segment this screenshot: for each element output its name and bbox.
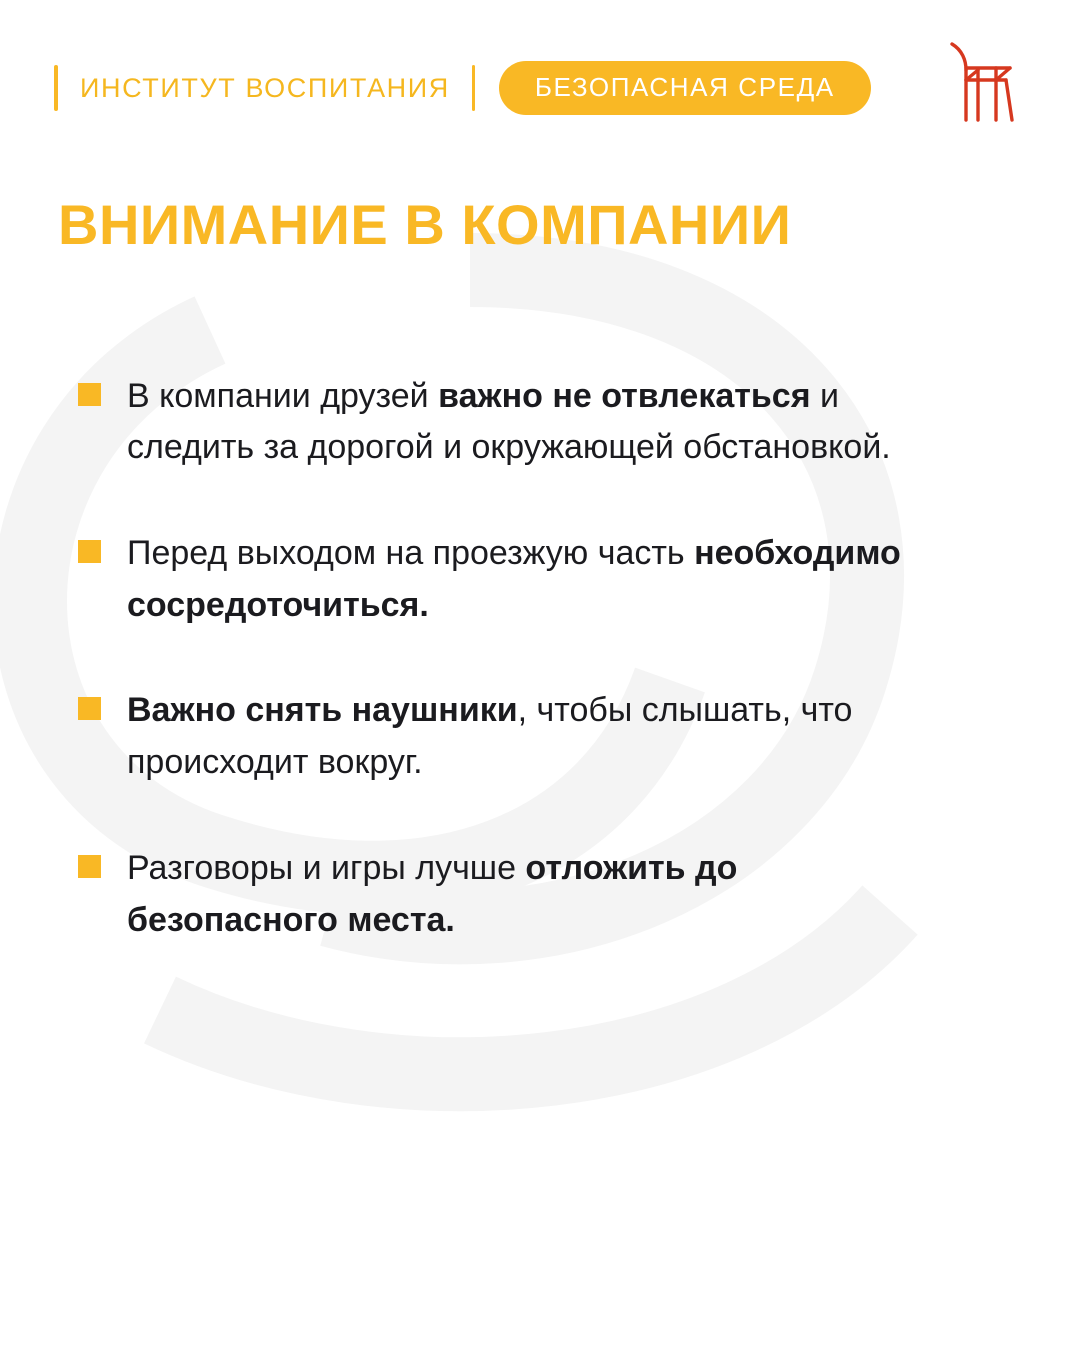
stylized-horse-icon bbox=[932, 34, 1024, 126]
list-item bbox=[78, 371, 984, 474]
list-item-text: Важно снять наушники, чтобы слышать, что происходит вокруг. bbox=[127, 691, 853, 782]
brand-accent-rule bbox=[54, 65, 58, 111]
list-item bbox=[78, 685, 984, 788]
square-bullet-icon bbox=[78, 540, 101, 563]
brand-lockup bbox=[54, 65, 450, 111]
square-bullet-icon bbox=[78, 697, 101, 720]
list-item bbox=[78, 843, 984, 946]
list-item-text: Перед выходом на проезжую часть необходимо сосредоточиться. bbox=[127, 534, 901, 624]
square-bullet-icon bbox=[78, 383, 101, 406]
page-title: ВНИМАНИЕ В КОМПАНИИ bbox=[58, 193, 792, 256]
brand-divider bbox=[472, 65, 475, 111]
advice-list bbox=[0, 371, 1080, 946]
page-header bbox=[0, 0, 1080, 130]
brand-name: ИНСТИТУТ ВОСПИТАНИЯ bbox=[80, 72, 450, 103]
list-item-text: В компании друзей важно не отвлекаться и следить за дорогой и окружающей обстановкой. bbox=[127, 376, 891, 467]
section-pill-label: БЕЗОПАСНАЯ СРЕДА bbox=[499, 61, 871, 115]
list-item-text: Разговоры и игры лучше отложить до безопасного места. bbox=[127, 848, 738, 939]
list-item bbox=[78, 528, 984, 631]
square-bullet-icon bbox=[78, 855, 101, 878]
